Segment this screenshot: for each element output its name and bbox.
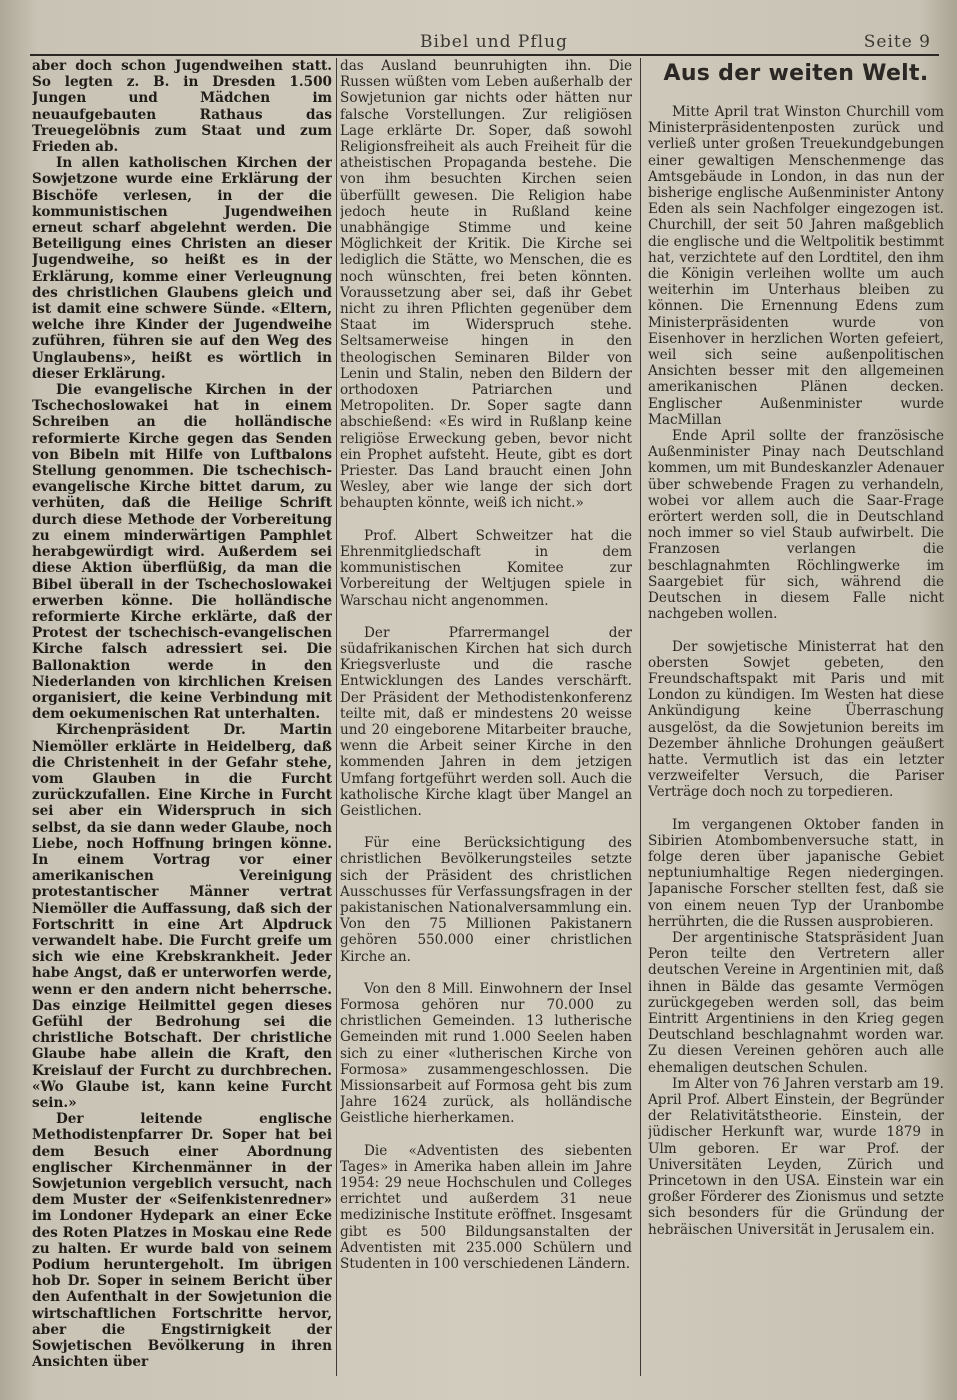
column-divider-1 bbox=[336, 58, 337, 1376]
article-paragraph: Im vergangenen Oktober fanden in Sibirien Atombombenversuche statt, in folge deren über japanische Gebiet neptuniumhaltige Regen niedergingen. Japanische Forscher stellten fest, daß sie von einem neuen Typ der Uranbombe herrührten, die die Russen ausprobieren. bbox=[648, 816, 944, 930]
column-3 bbox=[648, 58, 944, 1383]
article-paragraph: Prof. Albert Schweitzer hat die Ehrenmitgliedschaft in dem kommunistischen Komitee zur Vorbereitung der Weltjugen spiele in Warschau nicht angenommen. bbox=[340, 527, 632, 609]
publication-title: Bibel und Pflug bbox=[420, 32, 568, 52]
article-paragraph: Von den 8 Mill. Einwohnern der Insel Formosa gehören nur 70.000 zu christlichen Gemeinden. 13 lutherische Gemeinden mit rund 1.000 Seelen haben sich zu einer «lutherischen Kirche von Formosa» zusammengeschlossen. Die Missionsarbeit auf Formosa geht bis zum Jahre 1624 zurück, als holländische Geistliche hierherkamen. bbox=[340, 980, 632, 1127]
article-paragraph: In allen katholischen Kirchen der Sowjetzone wurde eine Erklärung der Bischöfe verlesen, in der die kommunistischen Jugendweihen erneut scharf abgelehnt werden. Die Beteiligung eines Christen an dieser Jugendweihe, so heißt es in der Erklärung, komme einer Verleugnung des christlichen Glaubens gleich und ist damit eine schwere Sünde. «Eltern, welche ihre Kinder der Jugendweihe zuführen, führen sie auf den Weg des Unglaubens», heißt es wörtlich in dieser Erklärung. bbox=[32, 155, 332, 382]
article-paragraph: Kirchenpräsident Dr. Martin Niemöller erklärte in Heidelberg, daß die Christenheit in der Gefahr stehe, vom Glauben in die Furcht zurückzufallen. Eine Kirche in Furcht sei aber ein Widerspruch in sich selbst, da sie dann weder Glaube, noch Liebe, noch Hoffnung bringen könne. In einem Vortrag vor einer amerikanischen Vereinigung protestantischer Männer vertrat Niemöller die Auffassung, daß sich der Fortschritt in eine Art Alpdruck verwandelt habe. Die Furcht greife um sich wie eine Krebskrankheit. Jeder habe Angst, daß er unterworfen werde, wenn er den andern nicht beherrsche. Das einzige Heilmittel gegen dieses Gefühl der Bedrohung sei die christliche Botschaft. Der christliche Glaube habe allein die Kraft, den Kreislauf der Furcht zu durchbrechen. «Wo Glaube ist, kann keine Furcht sein.» bbox=[32, 722, 332, 1111]
page-header bbox=[30, 28, 945, 54]
article-paragraph: Im Alter von 76 Jahren verstarb am 19. April Prof. Albert Einstein, der Begründer der Relativitätstheorie. Einstein, der jüdischer Herkunft war, wurde 1879 in Ulm geboren. Er war Prof. der Universitäten Leyden, Zürich und Princetown in den USA. Einstein war ein großer Förderer des Zionismus und setzte sich besonders für die Gründung der hebräischen Universität in Jerusalem ein. bbox=[648, 1075, 944, 1238]
article-paragraph: Für eine Berücksichtigung des christlichen Bevölkerungsteiles setzte sich der Präsident des christlichen Ausschusses für Verfassungsfragen in der pakistanischen Nationalversammlung ein. Von den 75 Millionen Pakistanern gehören 550.000 einer christlichen Kirche an. bbox=[340, 835, 632, 965]
article-paragraph: Die «Adventisten des siebenten Tages» in Amerika haben allein im Jahre 1954: 29 neue Hochschulen und Colleges errichtet und außerdem 31 neue medizinische Institute eröffnet. Insgesamt gibt es 500 Bildungsanstalten der Adventisten mit 235.000 Schülern und Studenten in 100 verschiedenen Ländern. bbox=[340, 1142, 632, 1273]
article-paragraph: Ende April sollte der französische Außenminister Pinay nach Deutschland kommen, um mit Bundeskanzler Adenauer über schwebende Fragen zu verhandeln, wobei vor allem auch die Saar-Frage erörtert werden soll, die in Deutschland noch immer so viel Staub aufwirbelt. Die Franzosen verlangen die beschlagnahmten Röchlingwerke im Saargebiet für sich, während die Deutschen in diesem Falle nicht nachgeben wollen. bbox=[648, 428, 944, 623]
article-paragraph: Der Pfarrermangel der südafrikanischen Kirchen hat sich durch Kriegsverluste und die rasche Entwicklungen des Landes verschärft. Der Präsident der Methodistenkonferenz teilte mit, daß er mindestens 20 weisse und 20 eingeborene Mitarbeiter brauche, wenn die Arbeit seiner Kirche in den kommenden Jahren in dem jetzigen Umfang fortgeführt werden soll. Auch die katholische Kirche klagt über Mangel an Geistlichen. bbox=[340, 624, 632, 819]
article-paragraph: das Ausland beunruhigten ihn. Die Russen wüßten vom Leben außerhalb der Sowjetunion gar nichts oder hätten nur falsche Vorstellungen. Zur religiösen Lage erklärte Dr. Soper, daß sowohl Religionsfreiheit als auch Freiheit für die atheistischen Propaganda bestehe. Die von ihm besuchten Kirchen seien überfüllt gewesen. Die Religion habe jedoch heute in Rußland keine unabhängige Stimme und keine Möglichkeit der Kritik. Die Kirche sei lediglich die Stätte, wo Menschen, die es noch wünschten, frei beten könnten. Voraussetzung aber sei, daß ihr Gebet nicht zu ihren Pflichten gegenüber dem Staat im Widerspruch stehe. Seltsamerweise hingen in den theologischen Seminaren Bilder von Lenin und Stalin, neben den Bildern der orthodoxen Patriarchen und Metropoliten. Dr. Soper sagte dann abschießend: «Es wird in Rußlanp keine religiöse Erweckung geben, bevor nicht ein Prophet aufsteht. Heute, gibt es dort Priester. Das Land braucht einen John Wesley, aber wie lange der sich dort behaupten könnte, weiß ich nicht.» bbox=[340, 58, 632, 512]
article-paragraph: Der sowjetische Ministerrat hat den obersten Sowjet gebeten, den Freundschaftspakt mit Paris und mit London zu kündigen. Im Westen hat diese Ankündigung keine Überraschung ausgelöst, da die Sowjetunion bereits im Dezember ähnliche Drohungen geäußert hatte. Vermutlich ist das ein letzter verzweifelter Versuch, die Pariser Verträge doch noch zu torpedieren. bbox=[648, 638, 944, 801]
article-paragraph: Die evangelische Kirchen in der Tschechoslowakei hat in einem Schreiben an die holländische reformierte Kirche gegen das Senden von Bibeln mit Hilfe von Luftbalons Stellung genommen. Die tschechisch-evangelische Kirche bittet darum, zu verhüten, daß die Heilige Schrift durch diese Methode der Vorbereitung zu einem minderwärtigen Pamphlet herabgewürdigt wird. Außerdem sei diese Aktion überflüßig, da man die Bibel überall in der Tschechoslowakei erwerben könne. Die holländische reformierte Kirche erklärte, daß der Protest der tschechisch-evangelischen Kirche falsch adressiert sei. Die Ballonaktion werde in den Niederlanden von kirchlichen Kreisen organisiert, die keine Verbindung mit dem oekumenischen Rat unterhalten. bbox=[32, 382, 332, 723]
column-2 bbox=[340, 58, 632, 1383]
article-paragraph: Der leitende englische Methodistenpfarrer Dr. Soper hat bei dem Besuch einer Abordnung englischer Kirchenmänner in der Sowjetunion vergeblich versucht, nach dem Muster der «Seifenkistenredner» im Londoner Hydepark an einer Ecke des Roten Platzes in Moskau eine Rede zu halten. Er wurde bald von seinem Podium heruntergeholt. Im übrigen hob Dr. Soper in seinem Bericht über den Aufenthalt in der Sowjetunion die wirtschaftlichen Fortschritte hervor, aber die Engstirnigkeit der Sowjetischen Bevölkerung in ihren Ansichten über bbox=[32, 1111, 332, 1371]
column-1 bbox=[32, 58, 332, 1383]
section-headline: Aus der weiten Welt. bbox=[663, 61, 929, 86]
page-number: Seite 9 bbox=[863, 32, 931, 52]
article-paragraph: Mitte April trat Winston Churchill vom Ministerpräsidentenposten zurück und verließ unter großen Treuekundgebungen einer gewaltigen Menschenmenge das Amtsgebäude in London, in das nun der bisherige englische Außenminister Antony Eden als sein Nachfolger eingezogen ist. Churchill, der seit 50 Jahren maßgeblich die englische und die Weltpolitik bestimmt hat, verzichtete auf den Lordtitel, den ihm die Königin verleihen wollte um auch weiterhin im Unterhaus bleiben zu können. Die Ernennung Edens zum Ministerpräsidenten wurde von Eisenhover in herzlichen Worten gefeiert, weil sich seine außenpolitischen Ansichten besser mit den allgemeinen amerikanischen Plänen decken. Englischer Außenminister wurde MacMillan bbox=[648, 104, 944, 428]
article-paragraph: aber doch schon Jugendweihen statt. So legten z. B. in Dresden 1.500 Jungen und Mädchen im neuaufgebauten Rathaus das Treuegelöbnis zum Staat und zum Frieden ab. bbox=[32, 58, 332, 156]
article-paragraph: Der argentinische Statspräsident Juan Peron teilte den Vertretern aller deutschen Vereine in Argentinien mit, daß ihnen in Bälde das gesamte Vermögen zurückgegeben werden soll, das beim Eintritt Argentiniens in den Krieg gegen Deutschland beschlagnahmt worden war. Zu diesen Vereinen gehören auch alle ehemaligen deutschen Schulen. bbox=[648, 929, 944, 1076]
header-rule bbox=[30, 54, 939, 56]
column-divider-2 bbox=[640, 58, 641, 1376]
